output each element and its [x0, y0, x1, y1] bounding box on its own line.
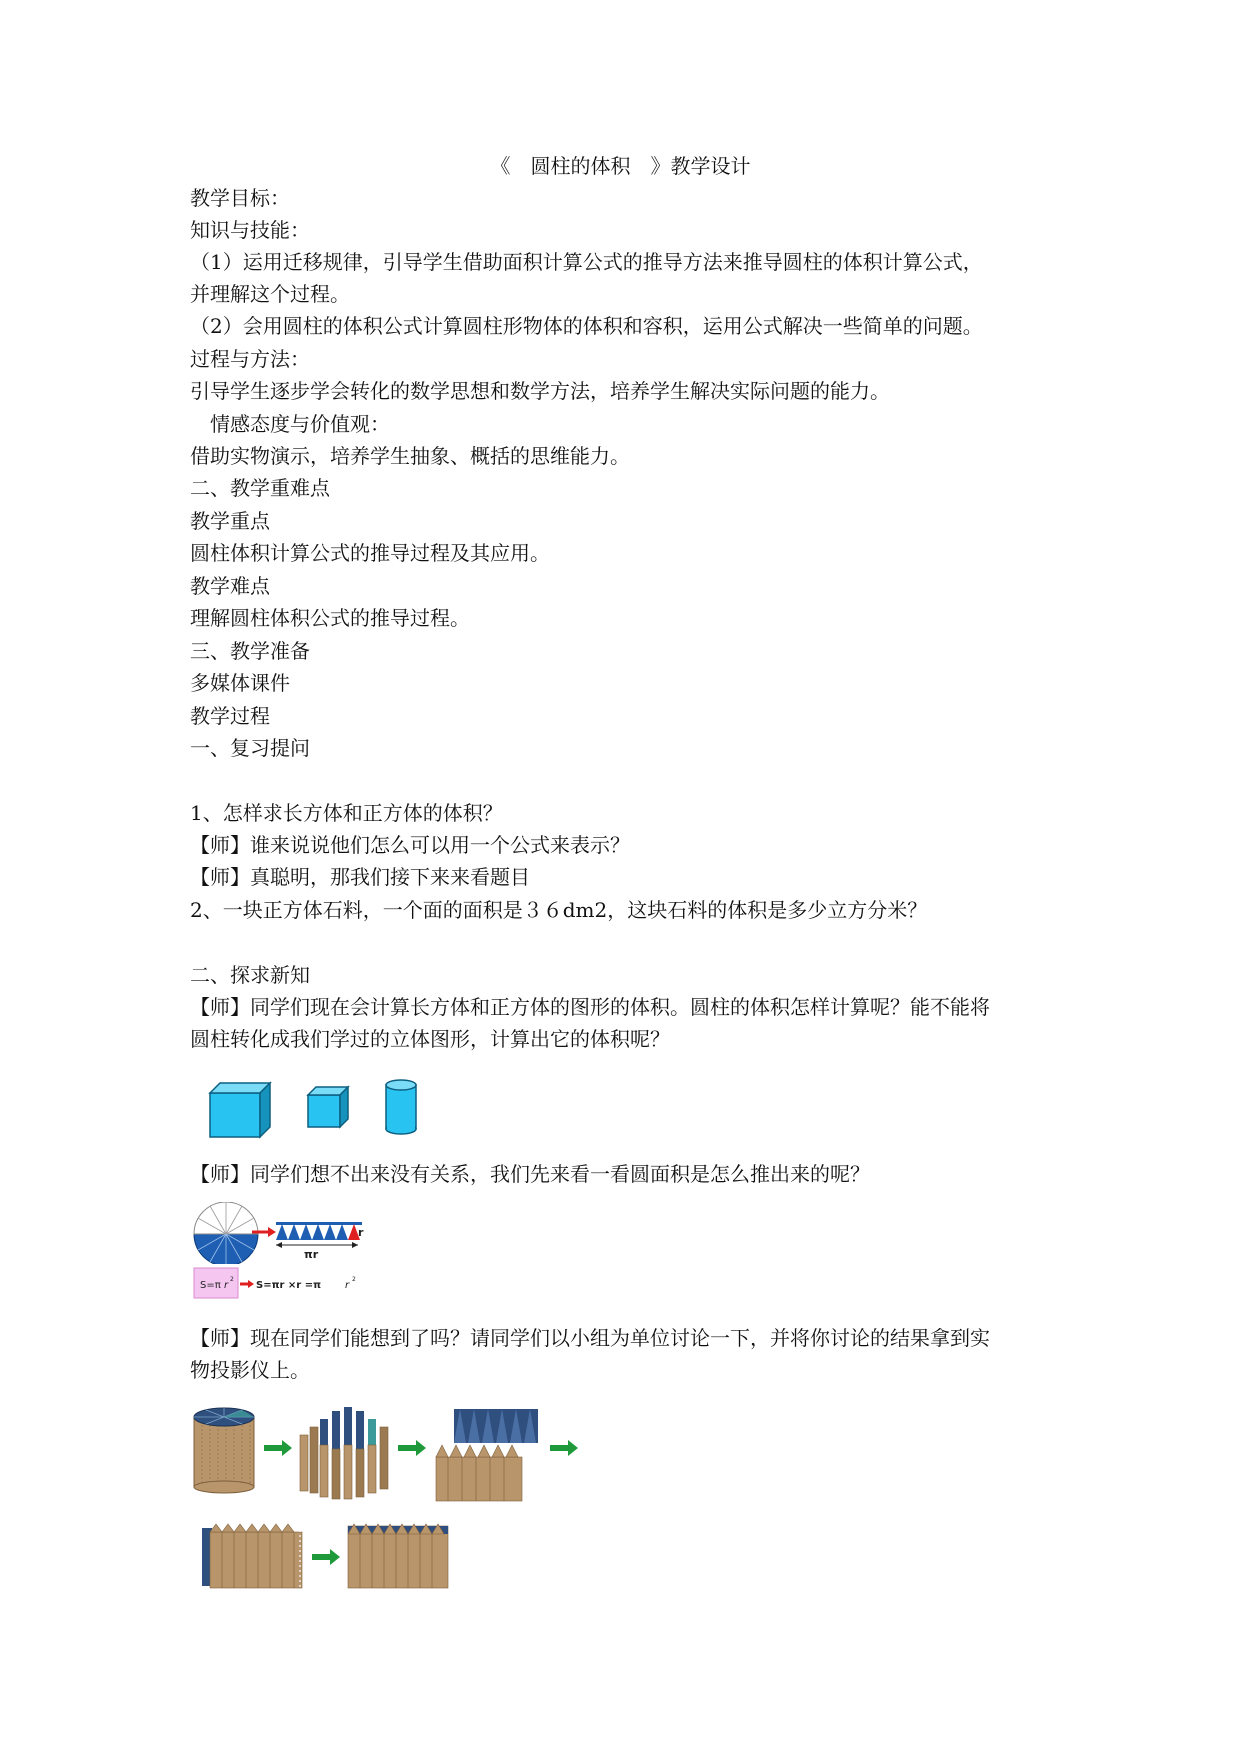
text-line: 理解圆柱体积公式的推导过程。: [190, 606, 470, 630]
sectored-circle: [194, 1202, 258, 1266]
text-line: 教学过程: [190, 704, 270, 728]
text-line: 知识与技能：: [190, 218, 310, 242]
text-line: 【师】同学们想不出来没有关系，我们先来看一看圆面积是怎么推出来的呢？: [190, 1162, 870, 1186]
text-line: 【师】现在同学们能想到了吗？请同学们以小组为单位讨论一下，并将你讨论的结果拿到实: [190, 1326, 990, 1350]
formula-left-exp: 2: [230, 1276, 234, 1283]
text-line: 圆柱体积计算公式的推导过程及其应用。: [190, 541, 550, 565]
green-arrow-icon: [550, 1440, 578, 1456]
cylinder-shape: [386, 1080, 416, 1134]
text-line: 多媒体课件: [190, 671, 290, 695]
text-line: 圆柱转化成我们学过的立体图形，计算出它的体积呢？: [190, 1027, 670, 1051]
pi-r-label: πr: [304, 1248, 319, 1261]
final-cuboid: [348, 1524, 448, 1588]
cuboid-shape: [210, 1083, 270, 1137]
text-line: 1、怎样求长方体和正方体的体积？: [190, 801, 503, 825]
text-line: 教学目标：: [190, 186, 290, 210]
section-heading: 二、教学重难点: [190, 476, 330, 500]
section-heading: 二、探求新知: [190, 963, 310, 987]
text-line: 【师】同学们现在会计算长方体和正方体的图形的体积。圆柱的体积怎样计算呢？能不能将: [190, 995, 990, 1019]
interleaved-sectors: [436, 1409, 538, 1501]
text-line: 情感态度与价值观：: [190, 412, 390, 436]
formula-right-exp: 2: [352, 1276, 356, 1283]
sectored-cylinder: [194, 1408, 254, 1493]
document-title: 《 圆柱的体积 》教学设计: [490, 154, 751, 178]
text-line: 教学难点: [190, 574, 270, 598]
formula-left-var: r: [224, 1280, 229, 1291]
text-line: 教学重点: [190, 509, 270, 533]
section-heading: 一、复习提问: [190, 736, 310, 760]
text-line: 【师】谁来说说他们怎么可以用一个公式来表示？: [190, 833, 630, 857]
cube-shape: [308, 1087, 348, 1127]
circle-area-figure: [192, 1202, 364, 1302]
text-line: 引导学生逐步学会转化的数学思想和数学方法，培养学生解决实际问题的能力。: [190, 379, 890, 403]
text-line: 过程与方法：: [190, 347, 310, 371]
rearranged-triangles: [276, 1222, 364, 1261]
solid-shapes-figure: [200, 1075, 440, 1140]
green-arrow-icon: [398, 1440, 426, 1456]
text-line: 2、一块正方体石料，一个面的面积是３６dm2，这块石料的体积是多少立方分米？: [190, 898, 928, 922]
text-line: （2）会用圆柱的体积公式计算圆柱形物体的体积和容积，运用公式解决一些简单的问题。: [190, 314, 983, 338]
radius-label: r: [358, 1226, 364, 1239]
formula-right: S=πr ×r =π: [256, 1280, 321, 1291]
section-heading: 三、教学准备: [190, 639, 310, 663]
cuboid-forming-figure: [200, 1522, 450, 1590]
approximate-cuboid: [202, 1524, 302, 1588]
formula-left: S=π: [200, 1280, 221, 1291]
text-line: 物投影仪上。: [190, 1358, 310, 1382]
green-arrow-icon: [264, 1440, 292, 1456]
text-line: 【师】真聪明，那我们接下来来看题目: [190, 865, 530, 889]
text-line: 借助实物演示，培养学生抽象、概括的思维能力。: [190, 444, 630, 468]
formula-box: [194, 1268, 238, 1298]
cylinder-cutting-figure: [192, 1405, 602, 1505]
text-line: （1）运用迁移规律，引导学生借助面积计算公式的推导方法来推导圆柱的体积计算公式，: [190, 250, 983, 274]
text-line: 并理解这个过程。: [190, 282, 350, 306]
formula-right-var: r: [345, 1280, 350, 1291]
separated-sectors: [300, 1407, 388, 1499]
green-arrow-icon: [312, 1549, 340, 1565]
